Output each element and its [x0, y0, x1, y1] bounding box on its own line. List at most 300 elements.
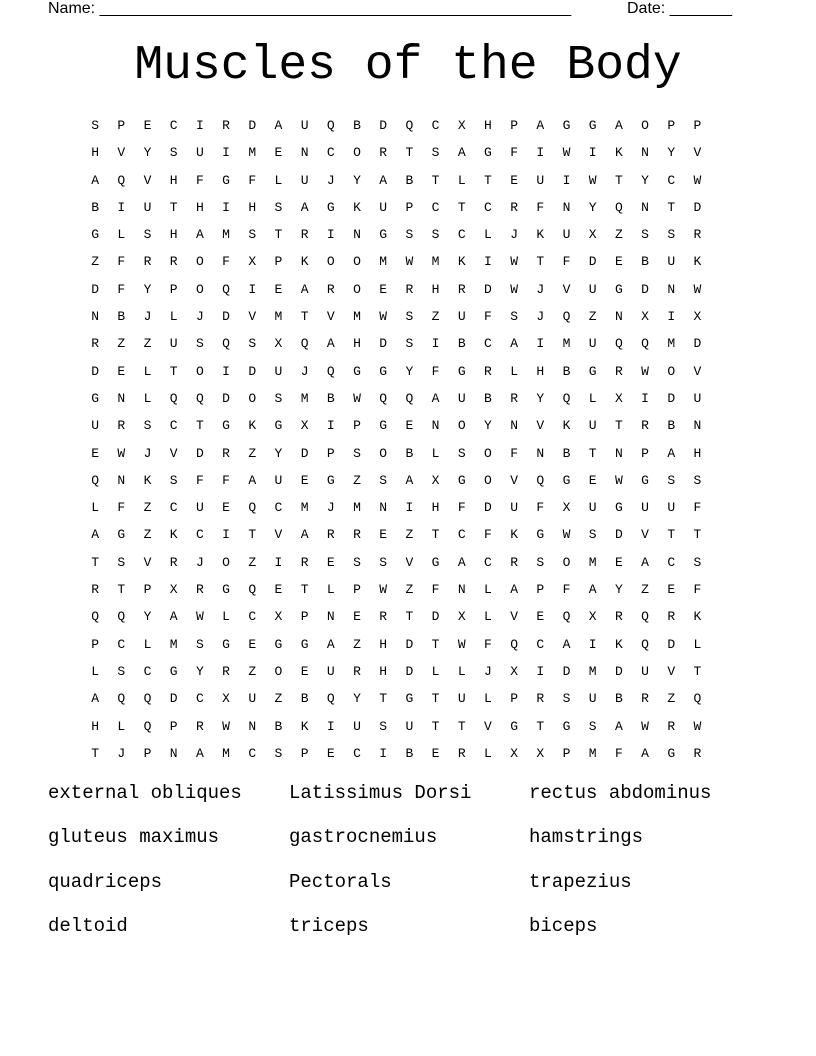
grid-letter: V — [169, 445, 178, 461]
grid-letter: P — [353, 418, 361, 434]
grid-letter: Z — [248, 554, 257, 570]
grid-letter: S — [641, 227, 649, 243]
grid-letter: A — [91, 527, 99, 543]
grid-letter: G — [614, 281, 623, 297]
grid-letter: T — [169, 363, 178, 379]
grid-letter: E — [222, 500, 230, 516]
grid-letter: C — [353, 745, 361, 761]
grid-letter: N — [248, 718, 257, 734]
grid-row — [82, 169, 711, 196]
grid-letter: F — [484, 309, 492, 325]
grid-letter: R — [693, 745, 702, 761]
grid-letter: D — [222, 309, 230, 325]
grid-letter: W — [641, 718, 649, 734]
grid-letter: W — [510, 254, 518, 270]
grid-letter: T — [117, 582, 126, 598]
grid-letter: I — [274, 554, 283, 570]
grid-letter: D — [614, 527, 623, 543]
grid-letter: F — [693, 582, 702, 598]
grid-letter: U — [667, 254, 676, 270]
grid-letter: I — [326, 227, 335, 243]
grid-letter: S — [117, 663, 126, 679]
grid-letter: T — [431, 636, 440, 652]
grid-letter: X — [614, 390, 623, 406]
word-bank-item: Latissimus Dorsi — [289, 782, 472, 804]
grid-letter: S — [248, 227, 257, 243]
grid-letter: V — [248, 309, 257, 325]
grid-letter: S — [379, 718, 388, 734]
grid-letter: W — [222, 718, 230, 734]
grid-letter: F — [510, 145, 518, 161]
grid-letter: F — [117, 500, 126, 516]
grid-letter: C — [195, 691, 204, 707]
grid-letter: J — [536, 281, 545, 297]
grid-letter: H — [536, 363, 545, 379]
grid-row — [82, 605, 711, 632]
grid-letter: Z — [405, 527, 414, 543]
grid-letter: S — [405, 227, 414, 243]
grid-letter: R — [91, 582, 99, 598]
page-title: Muscles of the Body — [134, 39, 682, 93]
grid-letter: A — [457, 145, 466, 161]
grid-letter: Q — [117, 609, 126, 625]
grid-letter: N — [536, 445, 545, 461]
grid-letter: U — [693, 390, 702, 406]
grid-letter: X — [274, 609, 283, 625]
grid-letter: F — [562, 254, 571, 270]
grid-letter: B — [353, 118, 361, 133]
grid-letter: K — [457, 254, 466, 270]
grid-letter: X — [248, 254, 257, 270]
word-bank-item: triceps — [289, 915, 369, 937]
grid-letter: G — [117, 527, 126, 543]
grid-letter: G — [562, 118, 571, 133]
grid-letter: O — [195, 363, 204, 379]
grid-letter: O — [274, 663, 283, 679]
grid-letter: L — [91, 663, 99, 679]
grid-letter: M — [169, 636, 178, 652]
grid-letter: Y — [405, 363, 414, 379]
grid-letter: S — [169, 472, 178, 488]
grid-letter: S — [117, 554, 126, 570]
grid-letter: J — [510, 227, 518, 243]
grid-letter: O — [326, 254, 335, 270]
grid-letter: Q — [536, 472, 545, 488]
grid-letter: A — [614, 118, 623, 133]
grid-letter: E — [667, 582, 676, 598]
grid-letter: E — [536, 609, 545, 625]
grid-letter: D — [693, 199, 702, 215]
grid-letter: P — [667, 118, 676, 133]
grid-letter: R — [326, 281, 335, 297]
grid-row — [82, 687, 711, 714]
grid-letter: W — [693, 281, 702, 297]
grid-letter: A — [641, 554, 649, 570]
grid-letter: U — [457, 390, 466, 406]
grid-letter: C — [274, 500, 283, 516]
grid-letter: U — [588, 336, 597, 352]
grid-letter: S — [353, 445, 361, 461]
grid-letter: L — [484, 582, 492, 598]
grid-letter: D — [431, 609, 440, 625]
word-bank-item: Pectorals — [289, 871, 392, 893]
grid-letter: G — [379, 418, 388, 434]
grid-letter: D — [91, 281, 99, 297]
grid-letter: E — [274, 145, 283, 161]
grid-letter: O — [484, 472, 492, 488]
grid-letter: M — [588, 745, 597, 761]
grid-letter: T — [536, 254, 545, 270]
grid-row — [82, 114, 711, 141]
grid-letter: P — [143, 582, 152, 598]
grid-letter: R — [536, 691, 545, 707]
grid-letter: F — [248, 172, 257, 188]
grid-letter: D — [588, 254, 597, 270]
grid-letter: G — [641, 472, 649, 488]
grid-letter: A — [405, 472, 414, 488]
grid-letter: Q — [562, 390, 571, 406]
grid-letter: A — [300, 527, 309, 543]
grid-letter: R — [353, 527, 361, 543]
grid-letter: E — [353, 609, 361, 625]
grid-letter: P — [326, 445, 335, 461]
grid-letter: W — [614, 472, 623, 488]
grid-letter: T — [667, 199, 676, 215]
grid-letter: S — [536, 554, 545, 570]
grid-letter: M — [667, 336, 676, 352]
grid-letter: G — [353, 363, 361, 379]
grid-letter: G — [588, 363, 597, 379]
grid-letter: M — [353, 500, 361, 516]
grid-letter: N — [614, 445, 623, 461]
grid-letter: G — [91, 390, 99, 406]
word-bank-item: external obliques — [48, 782, 242, 804]
grid-letter: R — [169, 254, 178, 270]
grid-letter: S — [195, 336, 204, 352]
grid-letter: S — [510, 309, 518, 325]
grid-letter: T — [274, 227, 283, 243]
grid-letter: D — [195, 445, 204, 461]
grid-letter: R — [353, 663, 361, 679]
grid-letter: H — [353, 336, 361, 352]
grid-letter: Z — [353, 636, 361, 652]
grid-letter: X — [274, 336, 283, 352]
grid-letter: Z — [405, 582, 414, 598]
grid-letter: D — [379, 336, 388, 352]
grid-letter: K — [169, 527, 178, 543]
grid-letter: A — [379, 172, 388, 188]
grid-letter: T — [614, 172, 623, 188]
grid-letter: T — [484, 172, 492, 188]
grid-letter: V — [510, 609, 518, 625]
grid-letter: B — [405, 745, 414, 761]
grid-letter: F — [431, 582, 440, 598]
grid-letter: O — [353, 281, 361, 297]
grid-letter: C — [457, 227, 466, 243]
grid-row — [82, 387, 711, 414]
grid-letter: Q — [510, 636, 518, 652]
grid-letter: N — [300, 145, 309, 161]
grid-letter: P — [510, 691, 518, 707]
grid-letter: C — [248, 745, 257, 761]
grid-letter: V — [326, 309, 335, 325]
grid-letter: M — [222, 227, 230, 243]
grid-letter: D — [641, 281, 649, 297]
grid-letter: T — [431, 527, 440, 543]
grid-letter: Q — [641, 609, 649, 625]
grid-letter: P — [641, 445, 649, 461]
grid-letter: F — [222, 472, 230, 488]
grid-letter: N — [562, 199, 571, 215]
grid-letter: Z — [143, 500, 152, 516]
grid-letter: F — [693, 500, 702, 516]
grid-letter: M — [379, 254, 388, 270]
grid-letter: S — [588, 718, 597, 734]
grid-letter: H — [431, 281, 440, 297]
grid-letter: K — [614, 636, 623, 652]
grid-letter: F — [510, 445, 518, 461]
grid-letter: X — [457, 609, 466, 625]
grid-letter: S — [248, 336, 257, 352]
grid-letter: R — [300, 227, 309, 243]
grid-letter: L — [484, 691, 492, 707]
grid-letter: Y — [353, 172, 361, 188]
grid-letter: G — [536, 527, 545, 543]
grid-letter: G — [614, 500, 623, 516]
grid-letter: G — [379, 227, 388, 243]
grid-letter: Q — [143, 718, 152, 734]
grid-letter: D — [562, 663, 571, 679]
grid-letter: V — [562, 281, 571, 297]
grid-letter: H — [431, 500, 440, 516]
grid-letter: V — [667, 663, 676, 679]
grid-letter: N — [693, 418, 702, 434]
grid-letter: R — [641, 418, 649, 434]
grid-letter: U — [195, 145, 204, 161]
grid-letter: I — [222, 145, 230, 161]
grid-letter: Q — [326, 691, 335, 707]
grid-letter: W — [379, 582, 388, 598]
grid-letter: P — [300, 745, 309, 761]
grid-letter: T — [248, 527, 257, 543]
grid-letter: R — [510, 390, 518, 406]
grid-letter: E — [614, 254, 623, 270]
grid-letter: O — [353, 254, 361, 270]
grid-letter: P — [143, 745, 152, 761]
grid-letter: R — [641, 691, 649, 707]
grid-letter: C — [169, 500, 178, 516]
grid-letter: S — [195, 636, 204, 652]
grid-letter: A — [536, 118, 545, 133]
grid-letter: U — [588, 418, 597, 434]
grid-letter: X — [300, 418, 309, 434]
grid-letter: U — [510, 500, 518, 516]
grid-letter: G — [169, 663, 178, 679]
grid-letter: T — [693, 527, 702, 543]
grid-letter: V — [143, 172, 152, 188]
grid-letter: Y — [353, 691, 361, 707]
grid-letter: Q — [614, 336, 623, 352]
grid-letter: L — [693, 636, 702, 652]
grid-letter: V — [405, 554, 414, 570]
grid-letter: J — [143, 445, 152, 461]
grid-letter: Q — [117, 691, 126, 707]
grid-letter: U — [300, 172, 309, 188]
grid-letter: P — [693, 118, 702, 133]
grid-row — [82, 496, 711, 523]
grid-letter: Q — [562, 609, 571, 625]
grid-letter: C — [195, 527, 204, 543]
grid-letter: H — [169, 172, 178, 188]
grid-letter: O — [562, 554, 571, 570]
grid-letter: U — [143, 199, 152, 215]
grid-letter: A — [274, 118, 283, 133]
grid-letter: E — [405, 418, 414, 434]
grid-letter: Y — [143, 609, 152, 625]
grid-letter: G — [379, 363, 388, 379]
grid-row — [82, 196, 711, 223]
grid-letter: U — [353, 718, 361, 734]
grid-letter: L — [431, 445, 440, 461]
grid-letter: A — [195, 745, 204, 761]
grid-letter: Q — [222, 336, 230, 352]
grid-letter: K — [562, 418, 571, 434]
grid-letter: C — [431, 118, 440, 133]
grid-letter: D — [484, 281, 492, 297]
grid-letter: O — [195, 281, 204, 297]
grid-letter: N — [641, 145, 649, 161]
grid-letter: Q — [117, 172, 126, 188]
grid-letter: L — [484, 745, 492, 761]
grid-letter: R — [457, 281, 466, 297]
grid-letter: W — [693, 172, 702, 188]
grid-letter: U — [195, 500, 204, 516]
grid-letter: R — [614, 609, 623, 625]
grid-letter: N — [510, 418, 518, 434]
grid-letter: W — [405, 254, 414, 270]
grid-letter: L — [117, 718, 126, 734]
grid-letter: G — [510, 718, 518, 734]
grid-letter: M — [300, 500, 309, 516]
grid-letter: R — [667, 718, 676, 734]
grid-letter: N — [117, 390, 126, 406]
grid-letter: Q — [326, 363, 335, 379]
grid-letter: W — [641, 363, 649, 379]
grid-letter: Q — [300, 336, 309, 352]
grid-letter: R — [405, 281, 414, 297]
grid-letter: F — [431, 363, 440, 379]
grid-letter: U — [588, 691, 597, 707]
grid-letter: Y — [588, 199, 597, 215]
grid-letter: Q — [248, 582, 257, 598]
grid-letter: R — [510, 199, 518, 215]
word-bank-item: rectus abdominus — [529, 782, 712, 804]
grid-letter: Q — [326, 118, 335, 133]
grid-letter: P — [274, 254, 283, 270]
grid-letter: N — [353, 227, 361, 243]
grid-letter: U — [588, 500, 597, 516]
grid-letter: W — [457, 636, 466, 652]
grid-letter: W — [562, 145, 571, 161]
grid-letter: I — [248, 281, 257, 297]
grid-letter: F — [562, 582, 571, 598]
grid-letter: T — [431, 691, 440, 707]
grid-letter: V — [536, 418, 545, 434]
grid-letter: L — [510, 363, 518, 379]
grid-letter: P — [300, 609, 309, 625]
grid-letter: L — [484, 227, 492, 243]
grid-letter: D — [248, 363, 257, 379]
grid-letter: S — [353, 554, 361, 570]
grid-letter: J — [536, 309, 545, 325]
grid-letter: A — [641, 745, 649, 761]
grid-letter: N — [169, 745, 178, 761]
grid-letter: R — [484, 363, 492, 379]
grid-letter: E — [300, 472, 309, 488]
grid-letter: V — [641, 527, 649, 543]
grid-letter: R — [195, 718, 204, 734]
grid-letter: E — [431, 745, 440, 761]
grid-row — [82, 414, 711, 441]
grid-letter: I — [326, 418, 335, 434]
grid-letter: G — [222, 418, 230, 434]
grid-letter: Q — [562, 309, 571, 325]
grid-letter: G — [667, 745, 676, 761]
grid-letter: R — [614, 363, 623, 379]
grid-row — [82, 442, 711, 469]
grid-letter: J — [326, 172, 335, 188]
grid-letter: P — [169, 281, 178, 297]
grid-letter: A — [326, 636, 335, 652]
grid-letter: U — [91, 418, 99, 434]
grid-letter: R — [222, 118, 230, 133]
grid-row — [82, 551, 711, 578]
grid-letter: B — [457, 336, 466, 352]
grid-letter: C — [484, 199, 492, 215]
grid-letter: H — [195, 199, 204, 215]
letter-grid — [82, 114, 711, 769]
grid-letter: N — [379, 500, 388, 516]
grid-letter: L — [274, 172, 283, 188]
grid-letter: C — [667, 172, 676, 188]
grid-letter: W — [195, 609, 204, 625]
grid-letter: G — [562, 718, 571, 734]
grid-letter: A — [248, 472, 257, 488]
grid-letter: U — [405, 718, 414, 734]
grid-letter: I — [667, 309, 676, 325]
grid-letter: G — [300, 636, 309, 652]
grid-letter: M — [431, 254, 440, 270]
grid-letter: P — [117, 118, 126, 133]
grid-letter: H — [91, 718, 99, 734]
grid-letter: J — [484, 663, 492, 679]
grid-letter: T — [300, 582, 309, 598]
grid-letter: K — [614, 145, 623, 161]
grid-letter: I — [536, 336, 545, 352]
grid-letter: K — [510, 527, 518, 543]
grid-letter: L — [117, 227, 126, 243]
grid-letter: Z — [117, 336, 126, 352]
grid-letter: A — [562, 636, 571, 652]
grid-letter: C — [457, 527, 466, 543]
word-bank-item: biceps — [529, 915, 598, 937]
grid-letter: C — [536, 636, 545, 652]
grid-letter: Y — [667, 145, 676, 161]
grid-letter: T — [431, 172, 440, 188]
grid-letter: S — [274, 199, 283, 215]
grid-letter: B — [300, 691, 309, 707]
grid-letter: D — [379, 118, 388, 133]
